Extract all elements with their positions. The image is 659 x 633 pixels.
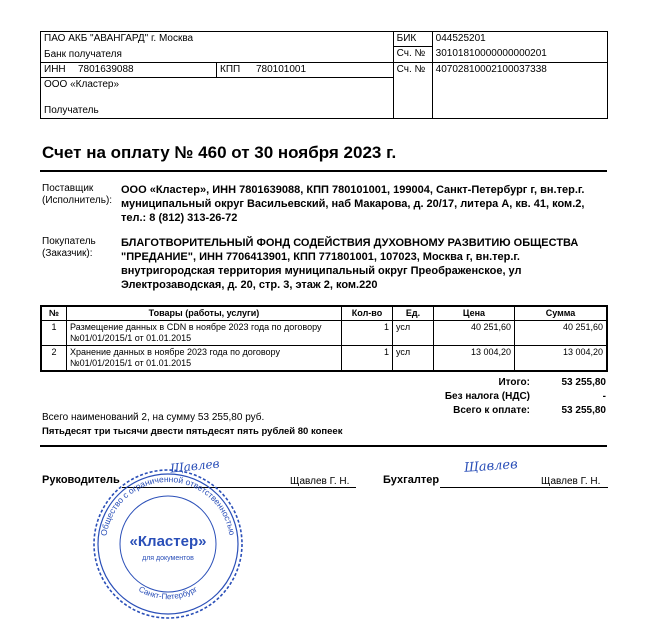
recipient-name: ООО «Кластер» xyxy=(41,77,394,92)
bik-value: 044525201 xyxy=(432,32,607,47)
row-price: 13 004,20 xyxy=(434,346,515,372)
head-handwritten-signature: Щавлев xyxy=(169,456,221,476)
amount-due-value: 53 255,80 xyxy=(561,405,606,416)
col-header-goods: Товары (работы, услуги) xyxy=(67,306,342,321)
accountant-signature-label: Бухгалтер xyxy=(383,474,440,486)
items-count-line: Всего наименований 2, на сумму 53 255,80 руб. xyxy=(42,412,265,423)
bank-details-table xyxy=(40,31,608,119)
bik-label: БИК xyxy=(393,32,432,47)
inn-label: ИНН xyxy=(41,62,76,77)
stamp-city-textpath: Санкт-Петербург xyxy=(137,584,199,602)
stamp-ring-textpath: Общество с ограниченной ответственностью xyxy=(98,473,238,537)
head-signature-label: Руководитель xyxy=(42,474,120,486)
bank-name: ПАО АКБ "АВАНГАРД" г. Москва xyxy=(41,32,394,47)
col-header-unit: Ед. xyxy=(393,306,434,321)
vat-value: - xyxy=(602,391,606,402)
row-name: Размещение данных в CDN в ноябре 2023 года по договору №01/01/2015/1 от 01.01.2015 xyxy=(67,321,342,346)
row-sum: 40 251,60 xyxy=(515,321,608,346)
inn-value: 7801639088 xyxy=(75,62,217,77)
col-header-qty: Кол-во xyxy=(342,306,393,321)
row-qty: 1 xyxy=(342,346,393,372)
row-number: 1 xyxy=(41,321,67,346)
accountant-signature-name: Щавлев Г. Н. xyxy=(541,476,601,487)
table-row xyxy=(41,346,607,372)
stamp-company-name: «Кластер» xyxy=(129,533,207,550)
corr-account-value: 30101810000000000201 xyxy=(432,47,607,63)
row-unit: усл xyxy=(393,321,434,346)
total-value: 53 255,80 xyxy=(561,377,606,388)
items-table xyxy=(40,305,608,372)
col-header-number: № xyxy=(41,306,67,321)
row-number: 2 xyxy=(41,346,67,372)
title-rule xyxy=(40,170,607,172)
supplier-value: ООО «Кластер», ИНН 7801639088, КПП 780101001, 199004, Санкт-Петербург г, вн.тер.г. муниципальный округ Васильевский, наб Макарова, д. 20/17, литера А, кв. 41, ком.2, тел.: 8 (812) 313-26-72 xyxy=(121,184,585,224)
row-unit: усл xyxy=(393,346,434,372)
items-header-row xyxy=(41,306,607,321)
kpp-value: 780101001 xyxy=(253,62,393,77)
customer-label: Покупатель (Заказчик): xyxy=(42,236,96,259)
amount-due-label: Всего к оплате: xyxy=(453,405,530,416)
table-row xyxy=(41,321,607,346)
col-header-price: Цена xyxy=(434,306,515,321)
row-price: 40 251,60 xyxy=(434,321,515,346)
account-label: Сч. № xyxy=(393,62,432,77)
row-sum: 13 004,20 xyxy=(515,346,608,372)
row-name: Хранение данных в ноябре 2023 года по договору №01/01/2015/1 от 01.01.2015 xyxy=(67,346,342,372)
summary-rule xyxy=(40,445,607,447)
company-stamp xyxy=(90,466,246,622)
amount-in-words: Пятьдесят три тысячи двести пятьдесят пять рублей 80 копеек xyxy=(42,426,343,437)
stamp-subtitle: для документов xyxy=(142,555,194,562)
bank-label: Банк получателя xyxy=(41,47,394,63)
total-label: Итого: xyxy=(498,377,530,388)
supplier-label: Поставщик (Исполнитель): xyxy=(42,183,113,206)
recipient-label: Получатель xyxy=(41,92,394,119)
accountant-handwritten-signature: Щавлев xyxy=(463,457,519,476)
accountant-signature-line xyxy=(440,487,608,488)
account-value: 40702810002100037338 xyxy=(432,62,607,77)
stamp-ring-text xyxy=(99,474,238,537)
col-header-sum: Сумма xyxy=(515,306,608,321)
customer-value: БЛАГОТВОРИТЕЛЬНЫЙ ФОНД СОДЕЙСТВИЯ ДУХОВНОМУ РАЗВИТИЮ ОБЩЕСТВА "ПРЕДАНИЕ", ИНН 7706413901, КПП 771801001, 107023, Москва г, вн.тер.г. внутригородская территория муниципальный округ Преображенское, ул Электрозаводская, д. 20, стр. 3, этаж 2, ком.220 xyxy=(121,237,579,291)
kpp-label: КПП xyxy=(217,62,254,77)
row-qty: 1 xyxy=(342,321,393,346)
corr-account-label: Сч. № xyxy=(393,47,432,63)
invoice-title: Счет на оплату № 460 от 30 ноября 2023 г. xyxy=(42,143,397,162)
head-signature-name: Щавлев Г. Н. xyxy=(290,476,350,487)
vat-label: Без налога (НДС) xyxy=(444,391,530,402)
